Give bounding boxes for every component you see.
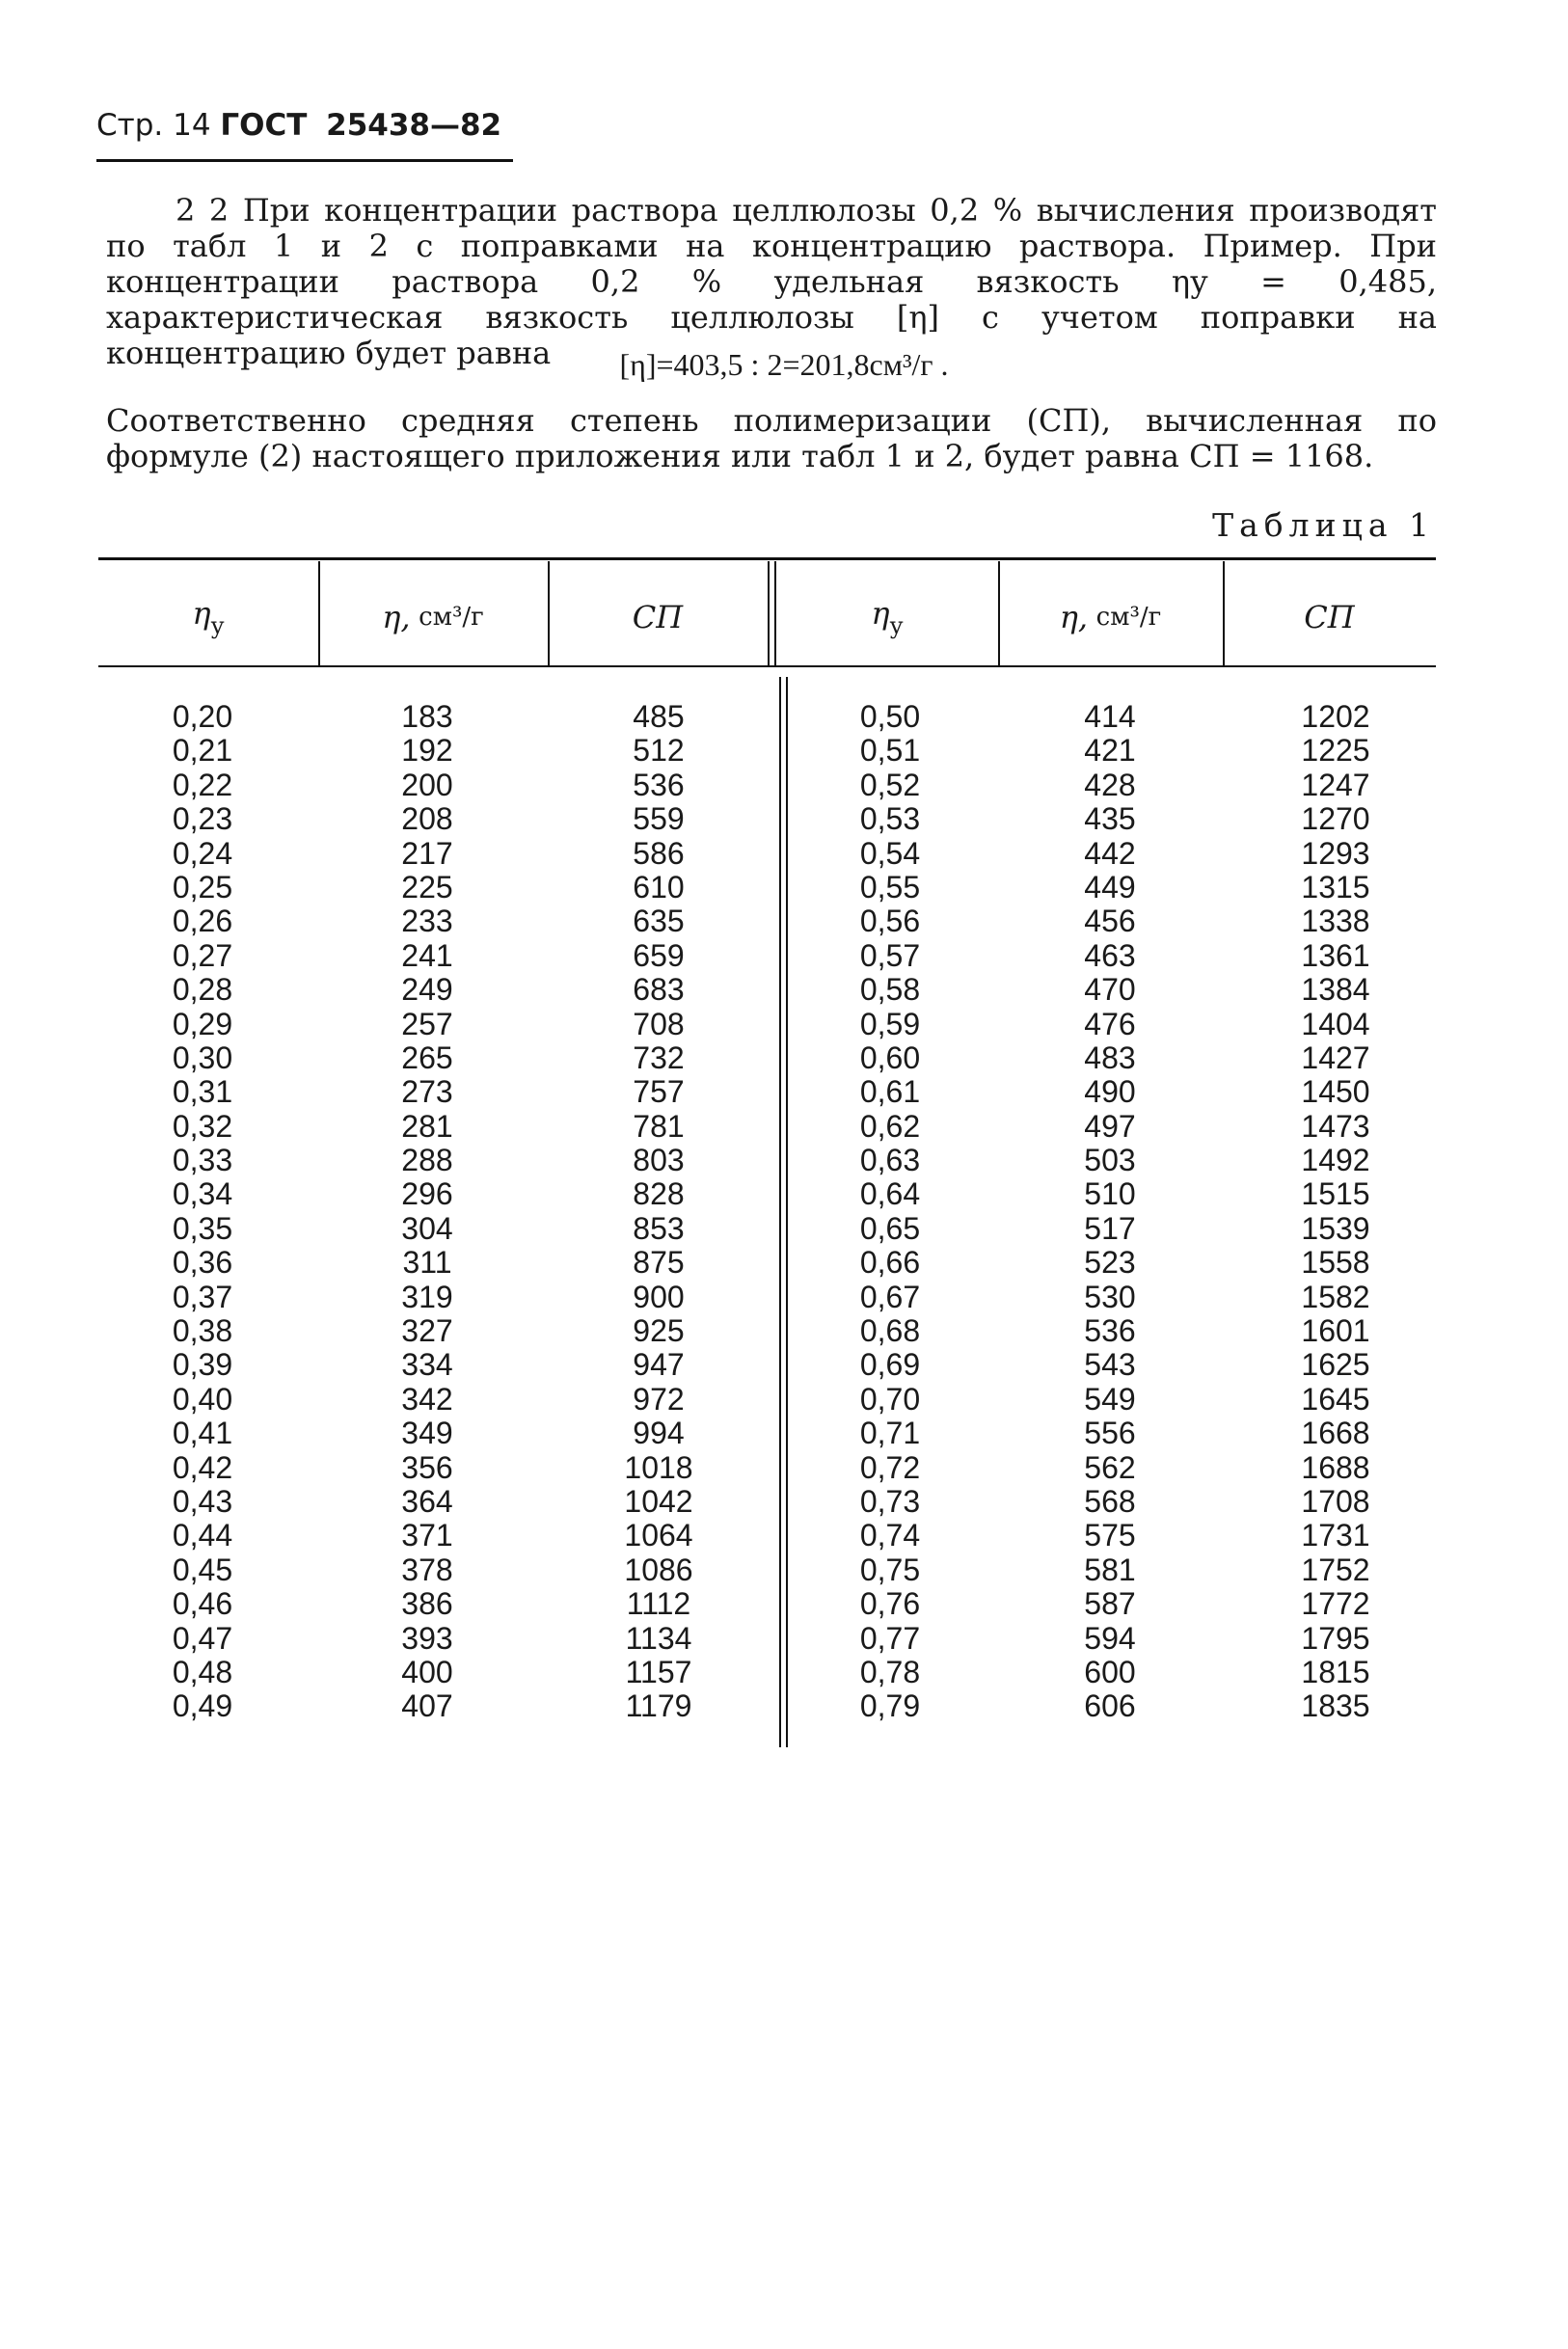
header-sp-left: СП — [632, 599, 684, 635]
table-cell: 378 — [401, 1552, 453, 1587]
table-cell: 400 — [401, 1654, 453, 1689]
table-cell: 0,56 — [859, 904, 921, 939]
table-cell: 559 — [633, 801, 685, 837]
table-cell: 364 — [401, 1483, 453, 1519]
table-cell: 1293 — [1301, 835, 1370, 871]
table-cell: 610 — [633, 869, 685, 904]
table-cell: 568 — [1084, 1483, 1136, 1519]
table-cell: 1112 — [626, 1586, 691, 1622]
table-cell: 947 — [633, 1347, 685, 1383]
column-eta-y-right — [798, 700, 982, 1724]
center-double-rule — [786, 677, 788, 1747]
table-cell: 421 — [1084, 733, 1136, 769]
table-cell: 0,75 — [859, 1552, 921, 1587]
table-cell: 0,40 — [172, 1381, 233, 1417]
table-cell: 512 — [633, 733, 685, 769]
table-cell: 0,77 — [859, 1620, 921, 1656]
table-cell: 1835 — [1301, 1688, 1370, 1724]
table-cell: 1064 — [624, 1518, 693, 1553]
table-cell: 757 — [633, 1074, 685, 1110]
table-cell: 1270 — [1301, 801, 1370, 837]
table-cell: 0,74 — [859, 1518, 921, 1553]
table-cell: 0,68 — [859, 1313, 921, 1349]
table-cell: 304 — [401, 1210, 453, 1246]
table-cell: 994 — [633, 1416, 685, 1451]
table-cell: 536 — [633, 767, 685, 802]
table-header-rule — [98, 665, 1436, 667]
table-cell: 853 — [633, 1210, 685, 1246]
table-cell: 288 — [401, 1143, 453, 1178]
table-cell: 0,39 — [172, 1347, 233, 1383]
table-cell: 803 — [633, 1143, 685, 1178]
table-cell: 476 — [1084, 1006, 1136, 1041]
table-cell: 0,63 — [859, 1143, 921, 1178]
table-top-rule — [98, 557, 1436, 560]
page-header — [96, 108, 501, 143]
table-cell: 1134 — [625, 1620, 692, 1656]
table-cell: 1752 — [1301, 1552, 1370, 1587]
table-cell: 1338 — [1301, 904, 1370, 939]
table-cell: 0,34 — [172, 1176, 233, 1212]
table-cell: 581 — [1084, 1552, 1136, 1587]
table-cell: 0,23 — [172, 801, 233, 837]
table-cell: 217 — [401, 835, 453, 871]
table-cell: 0,29 — [172, 1006, 233, 1041]
table-cell: 414 — [1084, 699, 1136, 734]
table-cell: 1558 — [1301, 1245, 1370, 1281]
table-cell: 0,59 — [859, 1006, 921, 1041]
table-cell: 490 — [1084, 1074, 1136, 1110]
table-cell: 0,33 — [172, 1143, 233, 1178]
table-cell: 257 — [401, 1006, 453, 1041]
table-cell: 0,45 — [172, 1552, 233, 1587]
table-cell: 1225 — [1301, 733, 1370, 769]
table-cell: 407 — [401, 1688, 453, 1724]
table-cell: 0,47 — [172, 1620, 233, 1656]
table-cell: 470 — [1084, 972, 1136, 1008]
table-cell: 0,21 — [172, 733, 233, 769]
header-rule — [96, 159, 513, 162]
table-cell: 1515 — [1301, 1176, 1370, 1212]
table-cell: 0,49 — [172, 1688, 233, 1724]
paragraph-2-2: 2 2 При концентрации раствора целлюлозы 0,2 % вычисления производят по табл 1 и 2 с поправками на концентрацию раствора. Пример. При концентрации раствора 0,2 % удельная вязкость ηу = 0,485, характеристическая вязкость целлюлозы [η] с учетом поправки на концентрацию будет равна — [106, 192, 1437, 371]
table-cell: 0,71 — [859, 1416, 921, 1451]
table-cell: 828 — [633, 1176, 685, 1212]
table-cell: 594 — [1084, 1620, 1136, 1656]
table-cell: 208 — [401, 801, 453, 837]
table-cell: 1179 — [625, 1688, 692, 1724]
table-cell: 1582 — [1301, 1279, 1370, 1314]
table-cell: 0,53 — [859, 801, 921, 837]
header-eta-right: η, см³/г — [1059, 599, 1162, 635]
header-eta-y-left: $\eta_у$ — [192, 595, 225, 639]
table-cell: 0,70 — [859, 1381, 921, 1417]
table-cell: 349 — [401, 1416, 453, 1451]
table-cell: 0,55 — [859, 869, 921, 904]
table-cell: 1601 — [1301, 1313, 1370, 1349]
paragraph-result: Соответственно средняя степень полимеризации (СП), вычисленная по формуле (2) настоящего приложения или табл 1 и 2, будет равна СП = 1168. — [106, 402, 1437, 474]
table-cell: 265 — [401, 1040, 453, 1075]
table-cell: 510 — [1084, 1176, 1136, 1212]
table-cell: 0,38 — [172, 1313, 233, 1349]
table-cell: 606 — [1084, 1688, 1136, 1724]
table-cell: 683 — [633, 972, 685, 1008]
table-cell: 1361 — [1301, 937, 1370, 973]
table-cell: 0,73 — [859, 1483, 921, 1519]
table-cell: 575 — [1084, 1518, 1136, 1553]
table-cell: 0,69 — [859, 1347, 921, 1383]
table-cell: 0,72 — [859, 1449, 921, 1485]
table-cell: 587 — [1084, 1586, 1136, 1622]
table-cell: 1492 — [1301, 1143, 1370, 1178]
header-sp-right: СП — [1304, 599, 1355, 635]
table-caption: Таблица 1 — [1212, 506, 1435, 544]
table-cell: 0,61 — [859, 1074, 921, 1110]
table-cell: 0,76 — [859, 1586, 921, 1622]
column-sp-right — [1244, 700, 1427, 1724]
table-cell: 1772 — [1301, 1586, 1370, 1622]
table-cell: 1450 — [1301, 1074, 1370, 1110]
table-cell: 0,58 — [859, 972, 921, 1008]
table-cell: 732 — [633, 1040, 685, 1075]
table-cell: 428 — [1084, 767, 1136, 802]
column-sp-left — [567, 700, 750, 1724]
table-cell: 0,27 — [172, 937, 233, 973]
table-cell: 503 — [1084, 1143, 1136, 1178]
table-cell: 900 — [633, 1279, 685, 1314]
table-cell: 0,54 — [859, 835, 921, 871]
table-cell: 1086 — [624, 1552, 693, 1587]
column-eta-right — [1018, 700, 1202, 1724]
table-cell: 1042 — [624, 1483, 693, 1519]
table-cell: 225 — [401, 869, 453, 904]
table-cell: 200 — [401, 767, 453, 802]
table-cell: 311 — [402, 1245, 452, 1281]
table-cell: 523 — [1084, 1245, 1136, 1281]
center-double-rule — [779, 677, 781, 1747]
table-cell: 1731 — [1301, 1518, 1370, 1553]
table-cell: 1404 — [1301, 1006, 1370, 1041]
table-cell: 342 — [401, 1381, 453, 1417]
table-cell: 0,42 — [172, 1449, 233, 1485]
table-cell: 334 — [401, 1347, 453, 1383]
table-cell: 0,60 — [859, 1040, 921, 1075]
table-cell: 442 — [1084, 835, 1136, 871]
table-cell: 0,43 — [172, 1483, 233, 1519]
table-cell: 0,79 — [859, 1688, 921, 1724]
table-cell: 0,51 — [859, 733, 921, 769]
table-cell: 0,64 — [859, 1176, 921, 1212]
table-cell: 925 — [633, 1313, 685, 1349]
table-cell: 435 — [1084, 801, 1136, 837]
table-cell: 0,26 — [172, 904, 233, 939]
table-cell: 463 — [1084, 937, 1136, 973]
table-cell: 241 — [401, 937, 453, 973]
table-cell: 1539 — [1301, 1210, 1370, 1246]
table-cell: 483 — [1084, 1040, 1136, 1075]
table-cell: 1708 — [1301, 1483, 1370, 1519]
table-cell: 0,30 — [172, 1040, 233, 1075]
table-cell: 0,41 — [172, 1416, 233, 1451]
table-cell: 543 — [1084, 1347, 1136, 1383]
table-cell: 1625 — [1301, 1347, 1370, 1383]
table-cell: 449 — [1084, 869, 1136, 904]
table-cell: 296 — [401, 1176, 453, 1212]
table-cell: 0,66 — [859, 1245, 921, 1281]
page-number: Стр. 14 — [96, 108, 211, 143]
standard-number: 25438—82 — [326, 108, 502, 143]
column-eta-y-left — [111, 700, 294, 1724]
table-cell: 562 — [1084, 1449, 1136, 1485]
table-cell: 0,44 — [172, 1518, 233, 1553]
table-cell: 659 — [633, 937, 685, 973]
table-cell: 875 — [633, 1245, 685, 1281]
table-cell: 386 — [401, 1586, 453, 1622]
table-cell: 0,37 — [172, 1279, 233, 1314]
table-cell: 319 — [401, 1279, 453, 1314]
table-cell: 0,62 — [859, 1108, 921, 1144]
table-cell: 0,46 — [172, 1586, 233, 1622]
table-cell: 0,36 — [172, 1245, 233, 1281]
table-cell: 393 — [401, 1620, 453, 1656]
table-cell: 0,22 — [172, 767, 233, 802]
table-cell: 536 — [1084, 1313, 1136, 1349]
table-cell: 183 — [401, 699, 453, 734]
table-cell: 1157 — [625, 1654, 692, 1689]
table-cell: 0,35 — [172, 1210, 233, 1246]
table-cell: 708 — [633, 1006, 685, 1041]
table-cell: 1688 — [1301, 1449, 1370, 1485]
table-cell: 356 — [401, 1449, 453, 1485]
table-cell: 0,57 — [859, 937, 921, 973]
table-cell: 1473 — [1301, 1108, 1370, 1144]
table-cell: 497 — [1084, 1108, 1136, 1144]
table-cell: 233 — [401, 904, 453, 939]
table-cell: 972 — [633, 1381, 685, 1417]
table-cell: 635 — [633, 904, 685, 939]
table-cell: 0,28 — [172, 972, 233, 1008]
table-cell: 1668 — [1301, 1416, 1370, 1451]
table-cell: 281 — [401, 1108, 453, 1144]
table-cell: 0,65 — [859, 1210, 921, 1246]
table-cell: 586 — [633, 835, 685, 871]
table-cell: 549 — [1084, 1381, 1136, 1417]
table-cell: 1315 — [1301, 869, 1370, 904]
table-cell: 0,78 — [859, 1654, 921, 1689]
table-cell: 485 — [633, 699, 685, 734]
table-cell: 1202 — [1301, 699, 1370, 734]
formula: [η]=403,5 : 2=201,8см³/г . — [619, 347, 949, 382]
table-cell: 1795 — [1301, 1620, 1370, 1656]
table-cell: 192 — [401, 733, 453, 769]
table-cell: 273 — [401, 1074, 453, 1110]
table-cell: 1247 — [1301, 767, 1370, 802]
table-cell: 1427 — [1301, 1040, 1370, 1075]
table-cell: 0,50 — [859, 699, 921, 734]
center-double-rule — [768, 561, 770, 665]
table-cell: 781 — [633, 1108, 685, 1144]
table-cell: 1018 — [624, 1449, 693, 1485]
column-eta-left — [336, 700, 519, 1724]
table-cell: 1815 — [1301, 1654, 1370, 1689]
table-cell: 0,48 — [172, 1654, 233, 1689]
table-cell: 371 — [401, 1518, 453, 1553]
table-cell: 530 — [1084, 1279, 1136, 1314]
table-cell: 249 — [401, 972, 453, 1008]
table-cell: 1384 — [1301, 972, 1370, 1008]
table-cell: 0,67 — [859, 1279, 921, 1314]
table-cell: 600 — [1084, 1654, 1136, 1689]
table-cell: 517 — [1084, 1210, 1136, 1246]
table-cell: 0,25 — [172, 869, 233, 904]
table-cell: 0,52 — [859, 767, 921, 802]
table-cell: 0,24 — [172, 835, 233, 871]
table-cell: 456 — [1084, 904, 1136, 939]
header-eta-y-right: $\eta_у$ — [871, 595, 904, 639]
header-eta-left: η, см³/г — [382, 599, 484, 635]
standard-label: ГОСТ — [220, 108, 308, 143]
table-cell: 327 — [401, 1313, 453, 1349]
table-cell: 556 — [1084, 1416, 1136, 1451]
table-cell: 0,20 — [172, 699, 233, 734]
table-cell: 0,31 — [172, 1074, 233, 1110]
table-cell: 1645 — [1301, 1381, 1370, 1417]
table-cell: 0,32 — [172, 1108, 233, 1144]
